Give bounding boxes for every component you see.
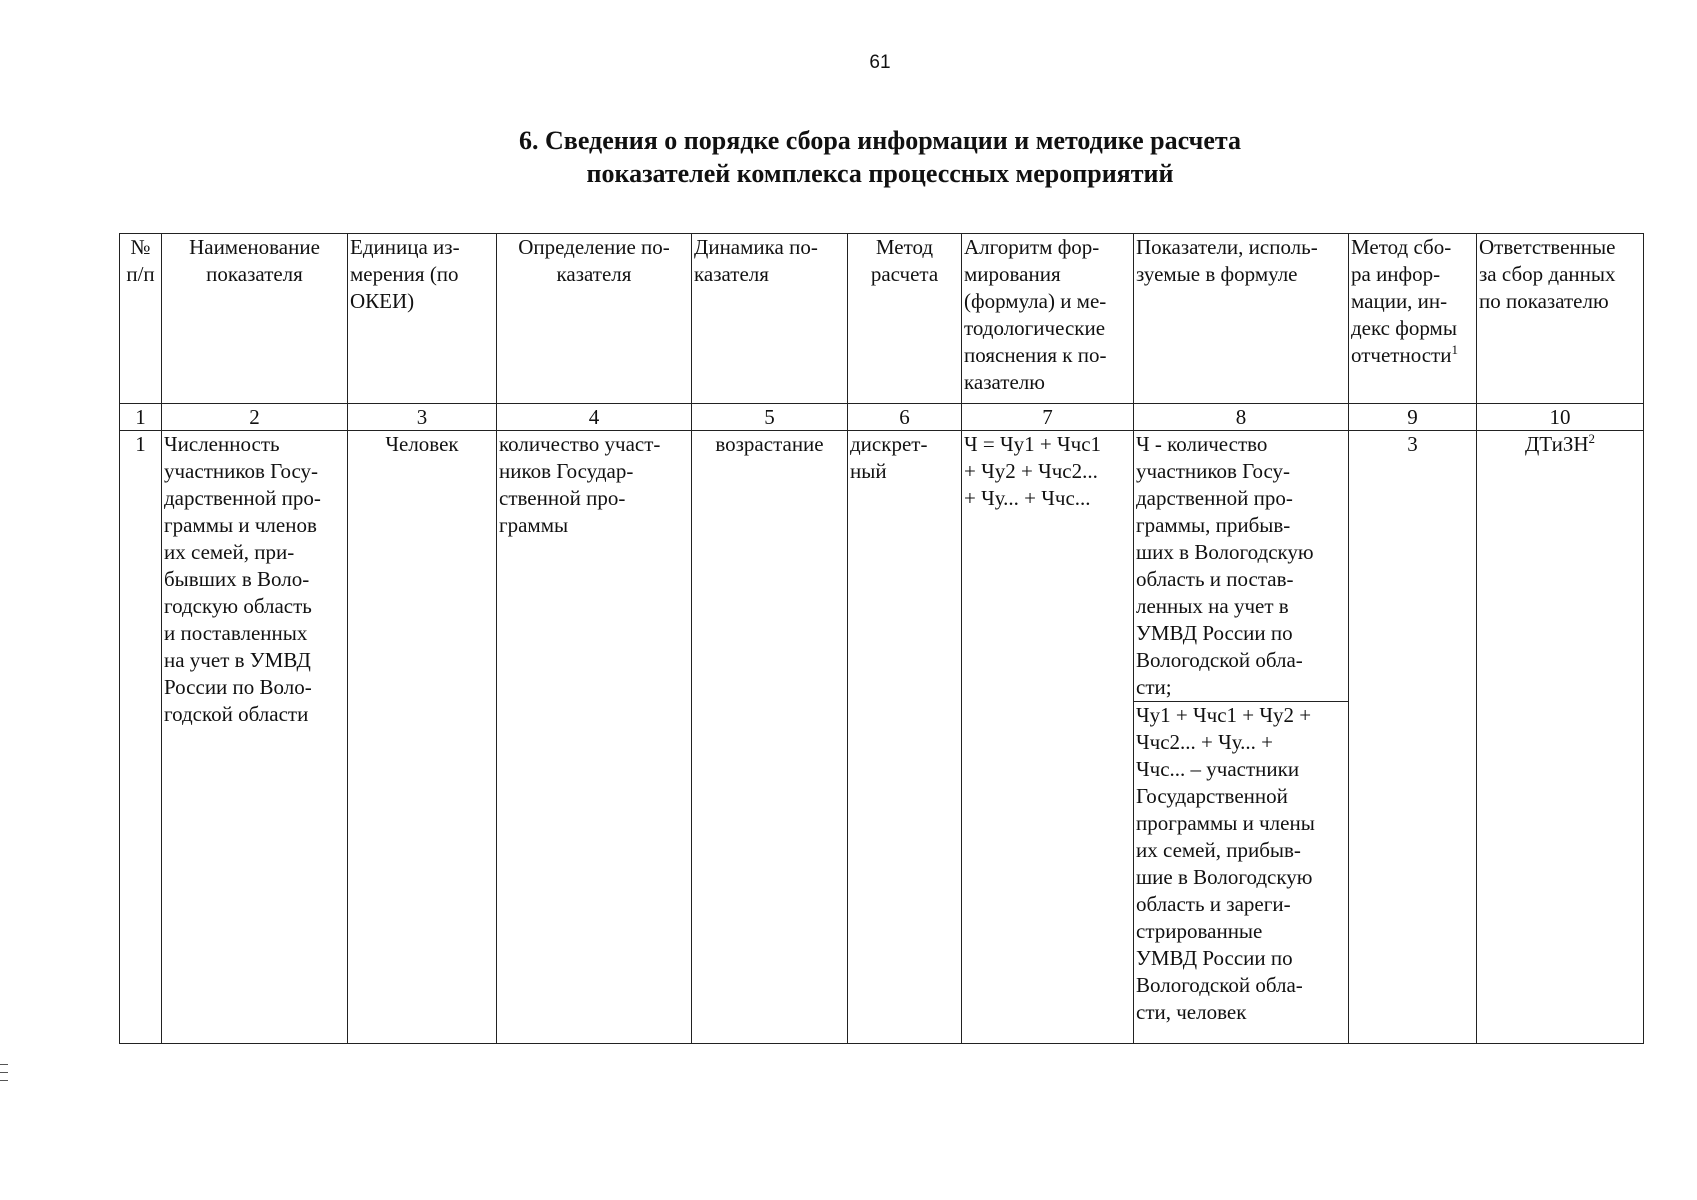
column-number: 5 [692,404,848,431]
header-cell: Показатели, исполь- зуемые в формуле [1134,234,1349,404]
header-cell: Наименование показателя [162,234,348,404]
column-number-row [120,404,1644,431]
footnote-1-mark: 1 [1451,342,1458,357]
column-number: 6 [848,404,962,431]
document-title [0,124,1697,190]
row-number: 1 [120,431,162,1044]
header-cell: Единица из- мерения (по ОКЕИ) [348,234,497,404]
header-9-text: Метод сбо- ра инфор- мации, ин- декс формы отчетности [1351,235,1457,367]
formula-indicator-components: Чу1 + Ччс1 + Чу2 + Ччс2... + Чу... + Ччс... – участники Государственной программы и члены их семей, прибыв- шие в Вологодскую область и зареги- стрированные УМВД России по Вологодской обла- сти, человек [1136,703,1315,1024]
algorithm-formula: Ч = Чу1 + Ччс1 + Чу2 + Ччс2... + Чу... + Ччс... [962,431,1134,1044]
footnote-2-mark: 2 [1588,431,1596,446]
header-cell: № п/п [120,234,162,404]
column-number: 7 [962,404,1134,431]
indicator-name: Численность участников Госу- дарственной про- граммы и членов их семей, при- бывших в Воло- годскую область и поставленных на учет в УМВД России по Воло- годской области [162,431,348,1044]
header-cell: Динамика по- казателя [692,234,848,404]
column-number: 1 [120,404,162,431]
header-cell: Алгоритм фор- мирования (формула) и ме- тодологические пояснения к по- казателю [962,234,1134,404]
indicator-definition: количество участ- ников Государ- ственной про- граммы [497,431,692,1044]
page-number: 61 [869,52,891,73]
unit-of-measure: Человек [348,431,497,1044]
calculation-method: дискрет- ный [848,431,962,1044]
header-cell: Определение по- казателя [497,234,692,404]
indicators-table [119,233,1644,1044]
header-cell: Ответственные за сбор данных по показателю [1477,234,1644,404]
collection-method: 3 [1349,431,1477,1044]
header-cell [1349,234,1477,404]
column-number: 3 [348,404,497,431]
title-line-1: 6. Сведения о порядке сбора информации и методике расчета [519,126,1241,155]
margin-marks [0,1064,8,1090]
formula-indicator-total: Ч - количество участников Госу- дарственной про- граммы, прибыв- ших в Вологодскую область и постав- ленных на учет в УМВД России по Вологодской обла- сти; [1134,431,1348,702]
indicator-dynamics: возрастание [692,431,848,1044]
header-row [120,234,1644,404]
column-number: 8 [1134,404,1349,431]
header-cell: Метод расчета [848,234,962,404]
responsible-party [1477,431,1644,1044]
title-line-2: показателей комплекса процессных мероприятий [586,159,1174,188]
table-row [120,431,1644,1044]
column-number: 2 [162,404,348,431]
formula-indicators [1134,431,1349,1044]
column-number: 10 [1477,404,1644,431]
column-number: 9 [1349,404,1477,431]
column-number: 4 [497,404,692,431]
responsible-name: ДТиЗН [1524,432,1589,456]
